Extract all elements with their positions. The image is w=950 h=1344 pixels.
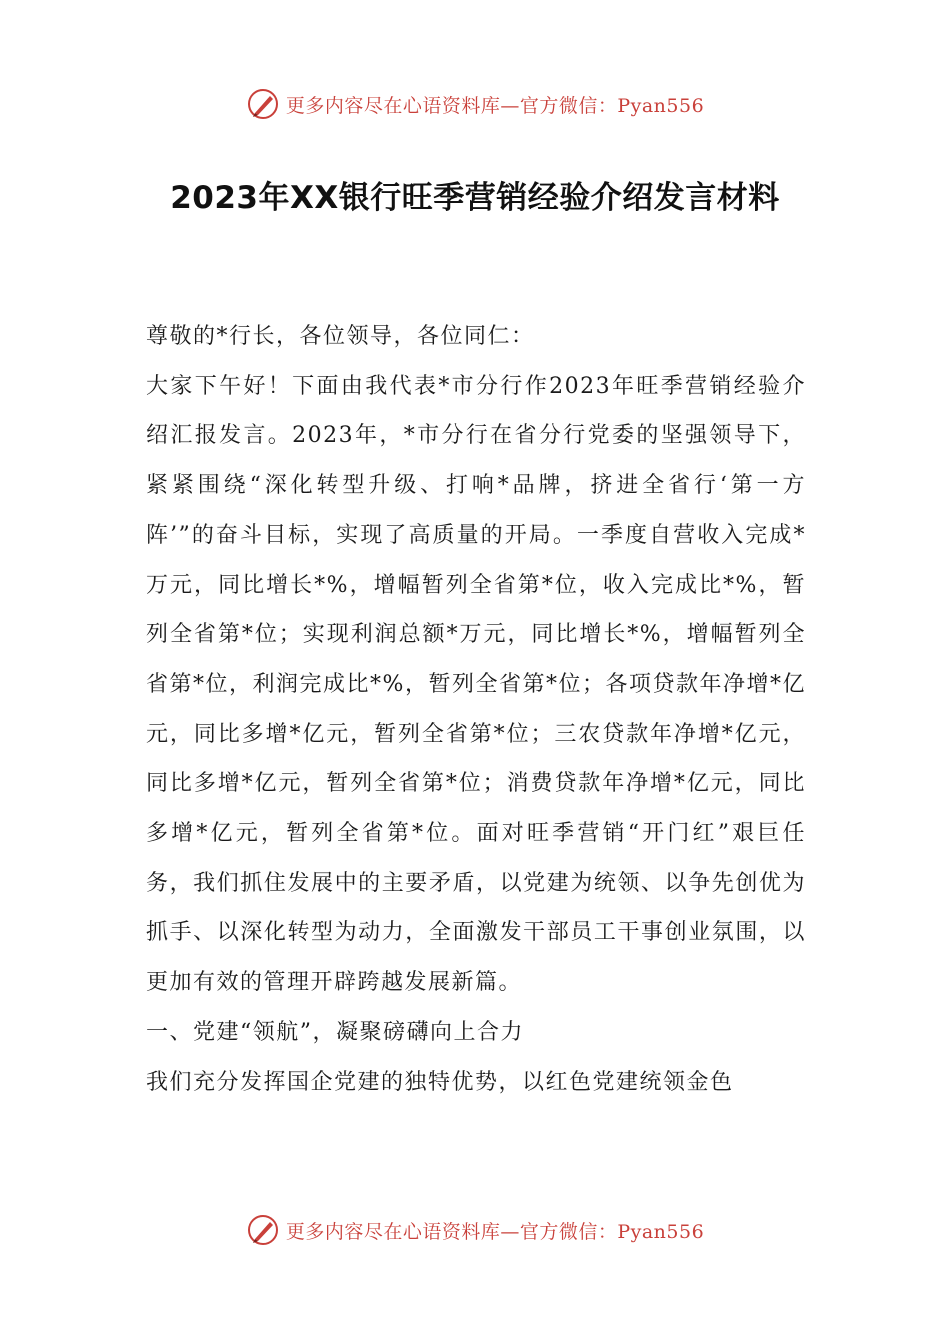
watermark-banner-top (0, 84, 950, 124)
watermark-text: 更多内容尽在心语资料库—官方微信：Pyan556 (285, 94, 705, 117)
watermark-banner-bottom (0, 1210, 950, 1250)
document-body (146, 312, 806, 1107)
pen-logo-icon (246, 87, 280, 121)
pen-logo-icon (246, 1213, 280, 1247)
section-paragraph: 我们充分发挥国企党建的独特优势，以红色党建统领金色 (146, 1069, 734, 1095)
intro-paragraph: 大家下午好！下面由我代表*市分行作2023年旺季营销经验介绍汇报发言。2023年，*市分行在省分行党委的坚强领导下，紧紧围绕“深化转型升级、打响*品牌，挤进全省行‘第一方阵’”的奋斗目标，实现了高质量的开局。一季度自营收入完成*万元，同比增长*%，增幅暂列全省第*位，收入完成比*%，暂列全省第*位；实现利润总额*万元，同比增长*%，增幅暂列全省第*位，利润完成比*%，暂列全省第*位；各项贷款年净增*亿元，同比多增*亿元，暂列全省第*位；三农贷款年净增*亿元，同比多增*亿元，暂列全省第*位；消费贷款年净增*亿元，同比多增*亿元，暂列全省第*位。面对旺季营销“开门红”艰巨任务，我们抓住发展中的主要矛盾，以党建为统领、以争先创优为抓手、以深化转型为动力，全面激发干部员工干事创业氛围，以更加有效的管理开辟跨越发展新篇。 (146, 373, 806, 996)
document-title: 2023年XX银行旺季营销经验介绍发言材料 (170, 180, 780, 216)
section-heading: 一、党建“领航”，凝聚磅礴向上合力 (146, 1019, 524, 1045)
watermark-text: 更多内容尽在心语资料库—官方微信：Pyan556 (285, 1220, 705, 1243)
salutation-paragraph: 尊敬的*行长，各位领导，各位同仁： (146, 324, 535, 349)
